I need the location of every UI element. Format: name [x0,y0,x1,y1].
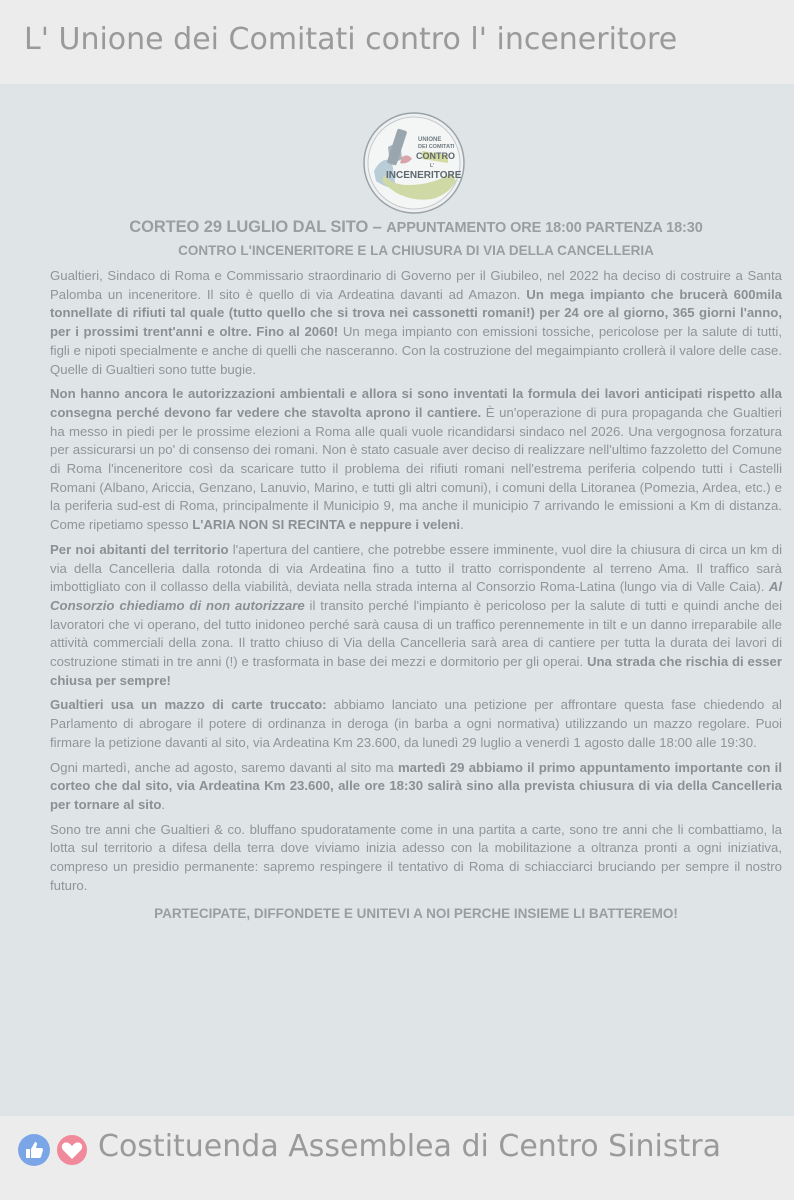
paragraph-5 [50,759,782,815]
paragraph-3 [50,541,782,691]
p2-text-b: . [460,517,464,533]
p2-text-a: È un'operazione di pura propaganda che Gualtieri ha messo in piedi per le prossime elezioni a Roma alle quali vuole ricandidarsi sindaco nel 2026. Una vergognosa forzatura per assicurarsi un po' di consenso dei romani. Non è stato casuale aver deciso di realizzare nell'ultimo fazzoletto del Comune di Roma l'inceneritore così da scaricare tutto il problema dei rifiuti romani nell'estrema periferia colpendo tutti i Castelli Romani (Albano, Ariccia, Genzano, Lanuvio, Marino, e tutti gli altri comuni), i comuni della Litoranea (Pomezia, Ardea, etc.) e la periferia sud-est di Roma, principalmente il Municipio 9, ma anche il municipio 7 arrivando le emissioni a Km di distanza. Come ripetiamo spesso [50,404,782,533]
p3-text-b: il transito perché l'impianto è pericoloso per la salute di tutti e quindi anche dei lavoratori che vi operano, del tutto inidoneo perché sarà causa di un traffico perennemente in tilt e un danno irreparabile alle attività commerciali della zona. Il tratto chiuso di Via della Cancelleria sarà area di cantiere per tutta la durata dei lavori di costruzione stimati in tre anni (!) e trasformata in base dei mezzi e dormitorio per gli operai. [50,597,783,670]
p3-text-a: l'apertura del cantiere, che potrebbe essere imminente, vuol dire la chiusura di circa un km di via della Cancelleria dalla rotonda di via Ardeatina fino a tutto il tratto corrispondente al terreno Ama. Il traffico sarà imbottigliato con il collasso della viabilità, deviata nella strada interna al Consorzio Roma-Latina (lungo via di Valle Caia). [50,541,782,595]
headline-detail: APPUNTAMENTO ORE 18:00 PARTENZA 18:30 [386,220,703,236]
paragraph-6 [50,821,782,896]
logo-text-line1: UNIONE [418,137,442,143]
page-name-link[interactable]: Costituenda Assemblea di Centro Sinistra [98,1129,721,1164]
flyer-headline [50,218,782,237]
love-icon [56,1134,88,1166]
paragraph-1 [50,267,782,379]
p1-text-b: Un mega impianto con emissioni tossiche, pericolose per la salute di tutti, figli e nipoti specialmente e anche di quelli che nasceranno. Con la costruzione del megaimpianto crollerà il valore delle case. Quelle di Gualtieri sono tutte bugie. [50,324,782,377]
p4-text-a: abbiamo lanciato una petizione per affrontare questa fase chiedendo al Parlamento di abrogare il potere di ordinanza in deroga (in barba a ogni normativa) utilizzando un mazzo regolare. Puoi firmare la petizione davanti al sito, via Ardeatina Km 23.600, da lunedì 29 luglio a venerdì 1 agosto dalle 18:00 alle 19:30. [50,697,782,750]
p3-bold-italic: Al Consorzio chiediamo di non autorizzare [50,579,782,613]
p5-text-a: Ogni martedì, anche ad agosto, saremo davanti al sito ma [50,759,398,775]
like-icon [18,1134,50,1166]
p5-text-b: . [161,796,166,812]
flyer-text [50,218,782,921]
post-header [0,0,794,84]
flyer-image [0,84,794,1116]
p6-text-a: Sono tre anni che Gualtieri & co. bluffano spudoratamente come in una partita a carte, sono tre anni che li combattiamo, la lotta sul territorio a difesa della terra dove viviamo inizia adesso con la mobilitazione a oltranza pronti a ogni iniziativa, compreso un presidio permanente: sapremo respingere il tentativo di Roma di schiacciarci bruciando per sempre il nostro futuro. [50,821,782,893]
group-name-link[interactable]: L' Unione dei Comitati contro l' inceneritore [24,22,678,57]
committee-logo-icon [362,111,466,215]
p1-bold-a: Un mega impianto che brucerà 600mila tonnellate di rifiuti tal quale (tutto quello che si trova nei cassonetti romani!) per 24 ore al giorno, 365 giorni l'anno, per i prossimi trent'anni e oltre. Fino al 2060! [50,286,782,340]
flyer-closing: PARTECIPATE, DIFFONDETE E UNITEVI A NOI PERCHE INSIEME LI BATTEREMO! [154,905,678,921]
p3-bold-b: Una strada che rischia di esser chiusa per sempre! [50,654,782,688]
p5-bold-a: martedì 29 abbiamo il primo appuntamento importante con il corteo che dal sito, via Ardeatina Km 23.600, alle ore 18:30 salirà sino alla prevista chiusura di via della Cancelleria per tornare al sito [50,759,783,812]
logo-text-line3: CONTRO [416,151,455,161]
paragraph-2 [50,385,782,535]
reactions-button[interactable] [16,1132,92,1168]
paragraph-4 [50,696,782,752]
p1-text-a: Gualtieri, Sindaco di Roma e Commissario straordinario di Governo per il Giubileo, nel 2022 ha deciso di costruire a Santa Palomba un inceneritore. Il sito è quello di via Ardeatina davanti ad Amazon. [50,268,782,302]
logo-text-line5: INCENERITORE [386,170,462,181]
p4-bold-a: Gualtieri usa un mazzo di carte truccato: [50,697,327,713]
p3-bold-a: Per noi abitanti del territorio [50,541,229,557]
post-footer [0,1116,794,1200]
logo-text-line2: DEI COMITATI [418,144,455,150]
flyer-subheadline: CONTRO L'INCENERITORE E LA CHIUSURA DI VIA DELLA CANCELLERIA [178,243,654,258]
p2-bold-b: L'ARIA NON SI RECINTA e neppure i veleni [192,517,461,533]
headline-main: CORTEO 29 LUGLIO DAL SITO – [129,218,382,236]
logo-text-line4: L' [430,163,435,169]
p2-bold-a: Non hanno ancora le autorizzazioni ambientali e allora si sono inventati la formula dei lavori anticipati rispetto alla consegna perché devono far vedere che stavolta aprono il cantiere. [50,386,782,420]
